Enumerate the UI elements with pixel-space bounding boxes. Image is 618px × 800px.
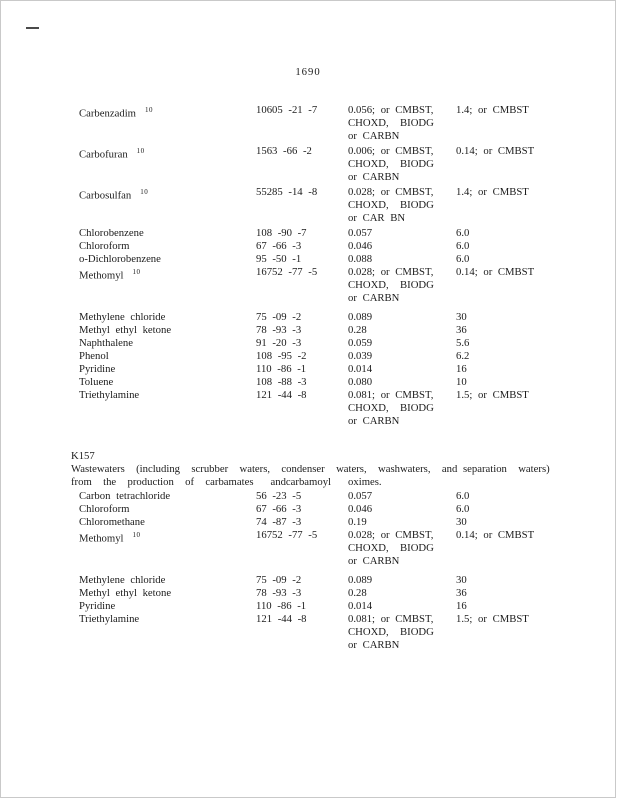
constituent-name: Carbon tetrachloride xyxy=(79,490,171,502)
cas-number-cell: 67 -66 -3 xyxy=(256,240,302,252)
constituent-name-cell xyxy=(79,363,256,376)
constituent-name: Chloroform xyxy=(79,503,130,515)
standard-text-line: 0.088 xyxy=(348,253,373,265)
table-row xyxy=(79,266,615,305)
nonwastewater-standard-cell: 30 xyxy=(456,311,467,323)
standard-text-line: 0.059 xyxy=(348,337,373,349)
constituent-name: Carbosulfan xyxy=(79,189,132,202)
cas-number-cell: 91 -20 -3 xyxy=(256,337,302,349)
constituent-name-cell xyxy=(79,240,256,253)
standard-text-line: CHOXD, BIODG xyxy=(348,626,434,638)
constituent-name: Pyridine xyxy=(79,363,116,375)
constituent-name-cell xyxy=(79,253,256,266)
table-row xyxy=(79,613,615,652)
standard-text-line: CHOXD, BIODG xyxy=(348,279,434,291)
constituent-name: Triethylamine xyxy=(79,389,140,401)
constituent-name: Chlorobenzene xyxy=(79,227,144,239)
standard-text-line: 0.028; or CMBST, xyxy=(348,266,434,278)
table-row xyxy=(79,490,615,503)
standard-text-line: 0.057 xyxy=(348,227,373,239)
nonwastewater-standard-cell: 1.5; or CMBST xyxy=(456,613,529,625)
waste-description-line: from the production of carbamates andcarbamoyl oximes. xyxy=(71,476,382,488)
wastewater-standard-cell xyxy=(348,613,456,652)
nonwastewater-standard-cell: 36 xyxy=(456,324,467,336)
wastewater-standard-cell xyxy=(348,490,456,503)
standard-text-line: 0.014 xyxy=(348,363,373,375)
wastewater-standard-cell xyxy=(348,503,456,516)
wastewater-standard-cell xyxy=(348,253,456,266)
table-row xyxy=(79,324,615,337)
constituent-name: Toluene xyxy=(79,376,114,388)
nonwastewater-standard-cell: 0.14; or CMBST xyxy=(456,529,535,541)
wastewater-standard-cell xyxy=(348,104,456,143)
wastewater-standard-cell xyxy=(348,337,456,350)
table-row xyxy=(79,587,615,600)
nonwastewater-standard-cell: 6.0 xyxy=(456,253,470,265)
constituent-name: Carbofuran xyxy=(79,148,128,161)
nonwastewater-standard-cell: 6.0 xyxy=(456,240,470,252)
wastewater-standard-cell xyxy=(348,240,456,253)
standard-text-line: 0.28 xyxy=(348,324,367,336)
constituent-name-cell xyxy=(79,266,256,305)
constituent-name-cell xyxy=(79,376,256,389)
table-row xyxy=(79,337,615,350)
constituent-name: Chloromethane xyxy=(79,516,145,528)
table-row xyxy=(79,389,615,428)
constituent-name: Triethylamine xyxy=(79,613,140,625)
wastewater-standard-cell xyxy=(348,311,456,324)
cas-number-cell: 67 -66 -3 xyxy=(256,503,302,515)
standard-text-line: CHOXD, BIODG xyxy=(348,199,434,211)
cas-number-cell: 75 -09 -2 xyxy=(256,311,302,323)
standard-text-line: 0.046 xyxy=(348,503,373,515)
standard-text-line: 0.089 xyxy=(348,311,373,323)
constituent-name-cell xyxy=(79,503,256,516)
wastewater-standard-cell xyxy=(348,350,456,363)
constituent-name-cell xyxy=(79,389,256,428)
cas-number-cell: 78 -93 -3 xyxy=(256,587,302,599)
table-row xyxy=(79,227,615,240)
waste-code-section xyxy=(71,450,550,489)
cas-number-cell: 78 -93 -3 xyxy=(256,324,302,336)
table-row xyxy=(79,253,615,266)
table-row xyxy=(79,516,615,529)
constituent-name-cell xyxy=(79,613,256,652)
table-row xyxy=(79,574,615,587)
cas-number-cell: 95 -50 -1 xyxy=(256,253,302,265)
constituent-name-cell xyxy=(79,587,256,600)
constituent-name: Methylene chloride xyxy=(79,574,166,586)
standard-text-line: 0.028; or CMBST, xyxy=(348,529,434,541)
cas-number-cell: 121 -44 -8 xyxy=(256,389,307,401)
standard-text-line: or CARBN xyxy=(348,555,400,567)
standard-text-line: 0.28 xyxy=(348,587,367,599)
nonwastewater-standard-cell: 30 xyxy=(456,574,467,586)
constituent-name: Methomyl xyxy=(79,532,124,545)
cas-number-cell: 56 -23 -5 xyxy=(256,490,302,502)
nonwastewater-standard-cell: 16 xyxy=(456,363,467,375)
constituent-name-cell xyxy=(79,529,256,568)
constituent-name-cell xyxy=(79,516,256,529)
standard-text-line: or CARBN xyxy=(348,171,400,183)
constituent-name: Carbenzadim xyxy=(79,107,136,120)
nonwastewater-standard-cell: 5.6 xyxy=(456,337,470,349)
constituent-name: Naphthalene xyxy=(79,337,134,349)
standard-text-line: 0.081; or CMBST, xyxy=(348,389,434,401)
cas-number-cell: 108 -95 -2 xyxy=(256,350,307,362)
table-row xyxy=(79,145,615,184)
scan-artifact xyxy=(26,27,39,29)
constituent-name: o-Dichlorobenzene xyxy=(79,253,161,265)
constituent-name: Methyl ethyl ketone xyxy=(79,324,172,336)
constituent-name-cell xyxy=(79,324,256,337)
table-row xyxy=(79,363,615,376)
constituent-name-cell xyxy=(79,311,256,324)
footnote-ref: 10 xyxy=(132,531,141,539)
cas-number-cell: 75 -09 -2 xyxy=(256,574,302,586)
wastewater-standard-cell xyxy=(348,376,456,389)
wastewater-standard-cell xyxy=(348,389,456,428)
standard-text-line: 0.056; or CMBST, xyxy=(348,104,434,116)
constituent-name: Methomyl xyxy=(79,269,124,282)
nonwastewater-standard-cell: 6.2 xyxy=(456,350,470,362)
nonwastewater-standard-cell: 0.14; or CMBST xyxy=(456,145,535,157)
footnote-ref: 10 xyxy=(144,106,153,114)
cas-number-cell: 16752 -77 -5 xyxy=(256,266,318,278)
table-row xyxy=(79,186,615,225)
treatment-standards-table-1 xyxy=(79,104,615,428)
cas-number-cell: 16752 -77 -5 xyxy=(256,529,318,541)
nonwastewater-standard-cell: 36 xyxy=(456,587,467,599)
wastewater-standard-cell xyxy=(348,529,456,568)
nonwastewater-standard-cell: 6.0 xyxy=(456,227,470,239)
table-row xyxy=(79,529,615,568)
waste-code: K157 xyxy=(71,450,95,462)
nonwastewater-standard-cell: 1.4; or CMBST xyxy=(456,186,529,198)
cas-number-cell: 55285 -14 -8 xyxy=(256,186,318,198)
wastewater-standard-cell xyxy=(348,186,456,225)
standard-text-line: CHOXD, BIODG xyxy=(348,158,434,170)
constituent-name-cell xyxy=(79,490,256,503)
table-row xyxy=(79,104,615,143)
standard-text-line: or CARBN xyxy=(348,415,400,427)
constituent-name-cell xyxy=(79,600,256,613)
constituent-name: Methylene chloride xyxy=(79,311,166,323)
constituent-name-cell xyxy=(79,145,256,184)
standard-text-line: 0.057 xyxy=(348,490,373,502)
nonwastewater-standard-cell: 16 xyxy=(456,600,467,612)
waste-description-line: Wastewaters (including scrubber waters, condenser waters, washwaters, and separation waters) xyxy=(71,463,550,475)
standard-text-line: 0.19 xyxy=(348,516,367,528)
standard-text-line: 0.089 xyxy=(348,574,373,586)
standard-text-line: CHOXD, BIODG xyxy=(348,402,434,414)
wastewater-standard-cell xyxy=(348,227,456,240)
wastewater-standard-cell xyxy=(348,266,456,305)
nonwastewater-standard-cell: 6.0 xyxy=(456,490,470,502)
nonwastewater-standard-cell: 10 xyxy=(456,376,467,388)
standard-text-line: 0.080 xyxy=(348,376,373,388)
constituent-name-cell xyxy=(79,104,256,143)
standard-text-line: CHOXD, BIODG xyxy=(348,542,434,554)
standard-text-line: 0.039 xyxy=(348,350,373,362)
cas-number-cell: 1563 -66 -2 xyxy=(256,145,312,157)
nonwastewater-standard-cell: 30 xyxy=(456,516,467,528)
treatment-standards-table-2 xyxy=(79,490,615,652)
footnote-ref: 10 xyxy=(136,147,145,155)
standard-text-line: 0.081; or CMBST, xyxy=(348,613,434,625)
table-row xyxy=(79,240,615,253)
footnote-ref: 10 xyxy=(140,188,149,196)
wastewater-standard-cell xyxy=(348,587,456,600)
wastewater-standard-cell xyxy=(348,600,456,613)
constituent-name-cell xyxy=(79,337,256,350)
standard-text-line: or CAR BN xyxy=(348,212,406,224)
cas-number-cell: 10605 -21 -7 xyxy=(256,104,318,116)
cas-number-cell: 110 -86 -1 xyxy=(256,600,307,612)
constituent-name: Pyridine xyxy=(79,600,116,612)
standard-text-line: 0.028; or CMBST, xyxy=(348,186,434,198)
constituent-name-cell xyxy=(79,574,256,587)
standard-text-line: 0.014 xyxy=(348,600,373,612)
cas-number-cell: 121 -44 -8 xyxy=(256,613,307,625)
standard-text-line: 0.006; or CMBST, xyxy=(348,145,434,157)
cas-number-cell: 108 -90 -7 xyxy=(256,227,307,239)
constituent-name-cell xyxy=(79,227,256,240)
standard-text-line: or CARBN xyxy=(348,130,400,142)
standard-text-line: 0.046 xyxy=(348,240,373,252)
constituent-name: Phenol xyxy=(79,350,109,362)
table-row xyxy=(79,350,615,363)
wastewater-standard-cell xyxy=(348,574,456,587)
wastewater-standard-cell xyxy=(348,363,456,376)
constituent-name: Methyl ethyl ketone xyxy=(79,587,172,599)
constituent-name-cell xyxy=(79,350,256,363)
standard-text-line: or CARBN xyxy=(348,292,400,304)
table-row xyxy=(79,503,615,516)
nonwastewater-standard-cell: 0.14; or CMBST xyxy=(456,266,535,278)
cas-number-cell: 108 -88 -3 xyxy=(256,376,307,388)
nonwastewater-standard-cell: 1.4; or CMBST xyxy=(456,104,529,116)
footnote-ref: 10 xyxy=(132,268,141,276)
table-row xyxy=(79,311,615,324)
cas-number-cell: 74 -87 -3 xyxy=(256,516,302,528)
constituent-name-cell xyxy=(79,186,256,225)
nonwastewater-standard-cell: 1.5; or CMBST xyxy=(456,389,529,401)
page-number: 1690 xyxy=(295,66,321,78)
nonwastewater-standard-cell: 6.0 xyxy=(456,503,470,515)
wastewater-standard-cell xyxy=(348,516,456,529)
standard-text-line: CHOXD, BIODG xyxy=(348,117,434,129)
table-row xyxy=(79,376,615,389)
cas-number-cell: 110 -86 -1 xyxy=(256,363,307,375)
table-row xyxy=(79,600,615,613)
wastewater-standard-cell xyxy=(348,324,456,337)
standard-text-line: or CARBN xyxy=(348,639,400,651)
constituent-name: Chloroform xyxy=(79,240,130,252)
wastewater-standard-cell xyxy=(348,145,456,184)
